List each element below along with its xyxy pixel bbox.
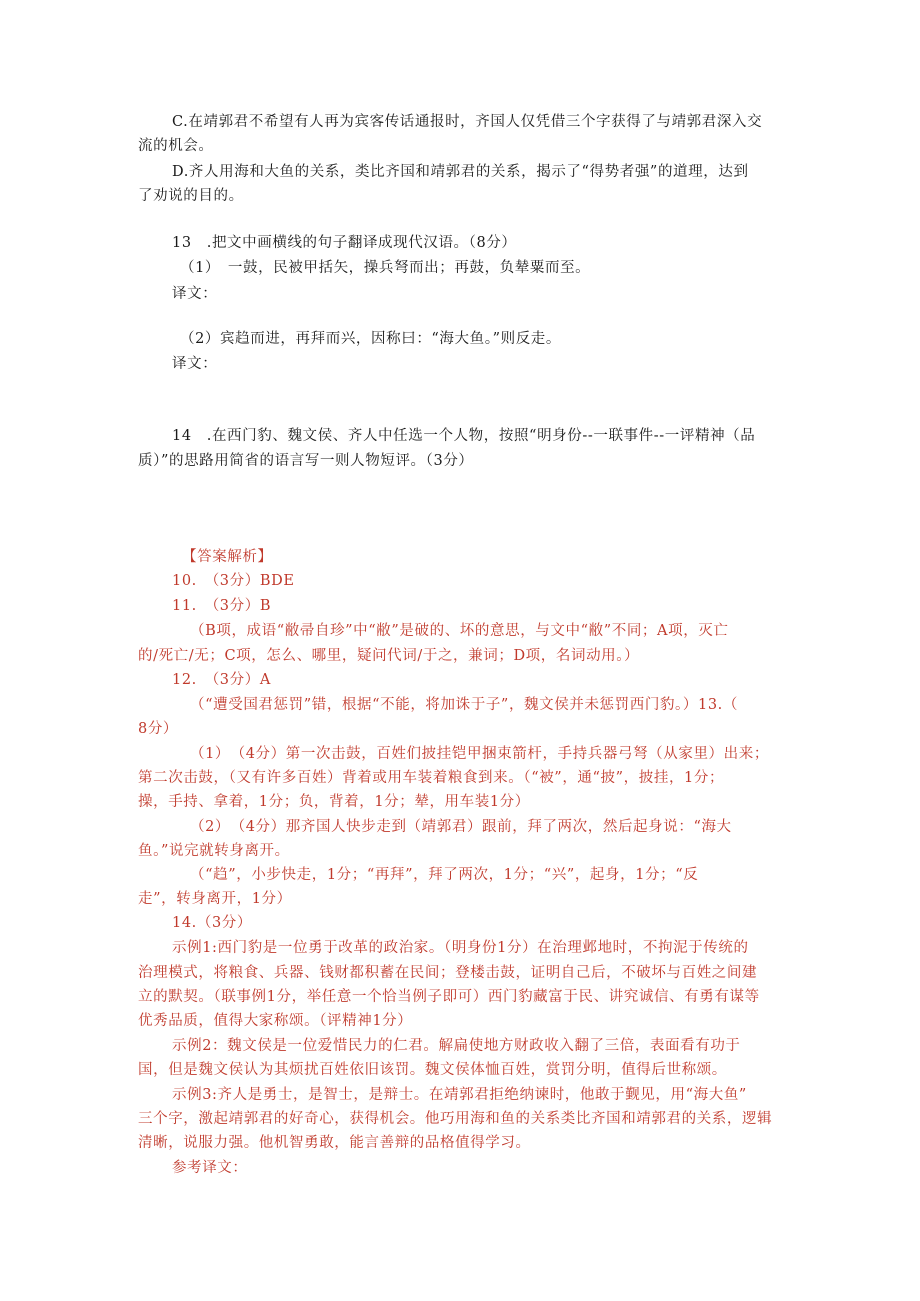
example-1-line4: 优秀品质，值得大家称颂。（评精神1分） bbox=[138, 1013, 413, 1029]
example-1-line1: 示例1:西门豹是一位勇于改革的政治家。（明身份1分）在治理邺地时，不拘泥于传统的 bbox=[172, 940, 749, 956]
q12-option-c-line1: C.在靖郭君不希望有人再为宾客传话通报时，齐国人仅凭借三个字获得了与靖郭君深入交 bbox=[172, 114, 763, 130]
answer-13-2-note-line2: 走”，转身离开，1分） bbox=[138, 891, 292, 907]
answer-13-1-line1: （1） （4分）第一次击鼓，百姓们披挂铠甲捆束箭杆，手持兵器弓弩（从家里）出来； bbox=[190, 746, 769, 762]
example-3-line2: 三个字，激起靖郭君的好奇心，获得机会。他巧用海和鱼的关系类比齐国和靖郭君的关系，逻辑 bbox=[138, 1111, 773, 1127]
q12-option-c-line2: 流的机会。 bbox=[138, 138, 214, 154]
answer-10: 10. （3分）BDE bbox=[172, 573, 295, 589]
answer-13-1-line3: 操，手持、拿着，1分；负，背着，1分；辇，用车装1分） bbox=[138, 794, 530, 810]
q13-item1-answer-label: 译文： bbox=[172, 286, 218, 302]
example-2-line1: 示例2：魏文侯是一位爱惜民力的仁君。解扁使地方财政收入翻了三倍，表面看有功于 bbox=[172, 1038, 741, 1054]
q14-line2: 质）”的思路用简省的语言写一则人物短评。（3分） bbox=[138, 453, 474, 469]
q12-option-d-line1: D.齐人用海和大鱼的关系，类比齐国和靖郭君的关系，揭示了“得势者强”的道理，达到 bbox=[172, 164, 749, 180]
answer-13-2-line2: 鱼。”说完就转身离开。 bbox=[138, 843, 290, 859]
q13-item2: （2）宾趋而进，再拜而兴，因称曰：“海大鱼。”则反走。 bbox=[180, 331, 561, 347]
answer-11: 11. （3分）B bbox=[172, 598, 272, 614]
answers-header: 【答案解析】 bbox=[182, 549, 273, 565]
example-1-line3: 立的默契。（联事例1分，举任意一个恰当例子即可）西门豹藏富于民、讲究诚信、有勇有谋等 bbox=[138, 989, 760, 1005]
answer-11-explain-line2: 的/死亡/无；C项，怎么、哪里，疑问代词/于之，兼词；D项，名词动用。） bbox=[138, 648, 640, 664]
answer-12-explain-line1: （“遭受国君惩罚”错，根据“不能，将加诛于子”，魏文侯并未惩罚西门豹。）13.（ bbox=[190, 697, 738, 713]
reference-translation-label: 参考译文： bbox=[172, 1160, 248, 1176]
example-1-line2: 治理模式，将粮食、兵器、钱财都积蓄在民间；登楼击鼓，证明自己后，不破坏与百姓之间建 bbox=[138, 965, 758, 981]
answer-12: 12. （3分）A bbox=[172, 672, 271, 688]
answer-13-1-line2: 第二次击鼓，（又有许多百姓）背着或用车装着粮食到来。（“被”，通“披”，披挂，1分； bbox=[138, 770, 725, 786]
answer-12-explain-line2: 8分） bbox=[138, 721, 179, 737]
q14-line1: 14 .在西门豹、魏文侯、齐人中任选一个人物，按照“明身份--一联事件--一评精神（品 bbox=[172, 428, 756, 444]
example-3-line1: 示例3:齐人是勇士，是智士，是辩士。在靖郭君拒绝纳谏时，他敢于觐见，用“海大鱼” bbox=[172, 1087, 747, 1103]
q12-option-d-line2: 了劝说的目的。 bbox=[138, 188, 244, 204]
q13-item1: （1） 一鼓，民被甲括矢，操兵弩而出；再鼓，负辇粟而至。 bbox=[180, 260, 591, 276]
example-3-line3: 清晰，说服力强。他机智勇敢，能言善辩的品格值得学习。 bbox=[138, 1135, 531, 1151]
answer-14: 14.（3分） bbox=[172, 915, 252, 931]
q13-title: 13 .把文中画横线的句子翻译成现代汉语。（8分） bbox=[172, 235, 517, 251]
answer-11-explain-line1: （B项，成语“敝帚自珍”中“敝”是破的、坏的意思，与文中“敝”不同；A项，灭亡 bbox=[190, 623, 729, 639]
answer-13-2-line1: （2） （4分）那齐国人快步走到（靖郭君）跟前，拜了两次，然后起身说：“海大 bbox=[190, 819, 732, 835]
q13-item2-answer-label: 译文： bbox=[172, 356, 218, 372]
answer-13-2-note-line1: （“趋”，小步快走，1分；“再拜”，拜了两次，1分；“兴”，起身，1分；“反 bbox=[190, 867, 699, 883]
example-2-line2: 国，但是魏文侯认为其烦扰百姓依旧该罚。魏文侯体恤百姓，赏罚分明，值得后世称颂。 bbox=[138, 1062, 727, 1078]
